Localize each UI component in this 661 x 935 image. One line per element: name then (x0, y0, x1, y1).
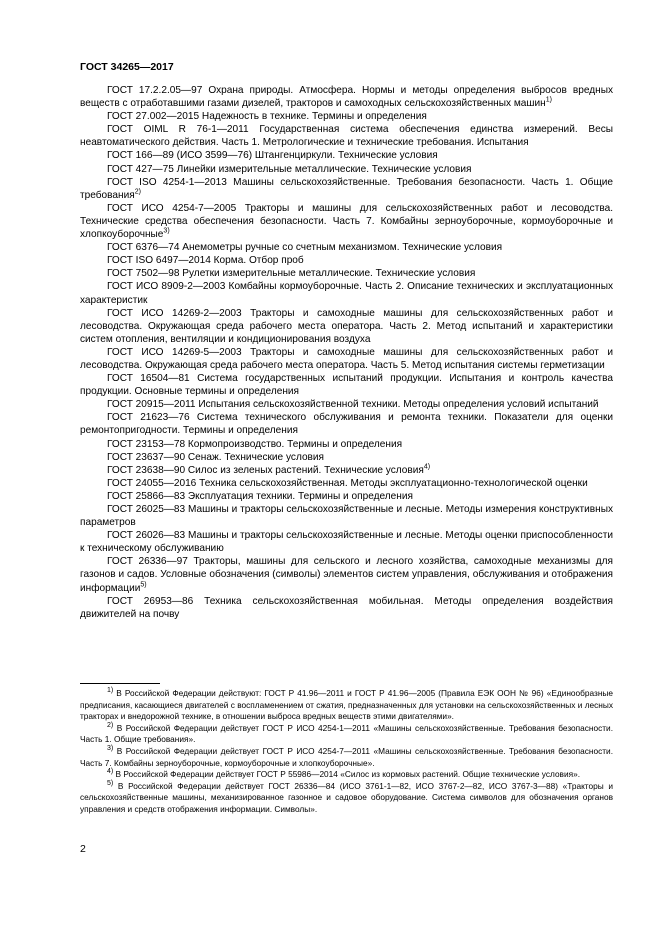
footnote-divider (80, 683, 160, 684)
footnote-marker[interactable]: 3) (163, 227, 170, 235)
reference-item: ГОСТ 21623—76 Система технического обслуживания и ремонта техники. Показатели для оценки ремонтопригодности. Термины и определения (80, 412, 613, 437)
footnote-mark: 2) (107, 722, 114, 730)
footnote-marker[interactable]: 4) (423, 463, 431, 471)
footnote-item: $^{3)}$ В Российской Федерации действует ГОСТ Р ИСО 4254-7—2011 «Машины сельскохозяйственные. Требования безопасности. Часть 7. Комбайны зерноуборочные, кормоуборочные и хлопкоуборочные». (80, 745, 613, 768)
reference-item: ГОСТ ISO 4254-1—2013 Машины сельскохозяйственные. Требования безопасности. Часть 1. Общие требования$^{2)}$ (80, 176, 613, 201)
footnote-item: $^{2)}$ В Российской Федерации действует ГОСТ Р ИСО 4254-1—2011 «Машины сельскохозяйственные. Требования безопасности. Часть 1. Общие требования». (80, 722, 613, 745)
reference-item: ГОСТ 166—89 (ИСО 3599—76) Штангенциркули. Технические условия (107, 150, 438, 162)
footnote-item: $^{4)}$ В Российской Федерации действует ГОСТ Р 55986—2014 «Силос из кормовых растений. Общие технические условия». (107, 768, 581, 780)
reference-item: ГОСТ 427—75 Линейки измерительные металлические. Технические условия (107, 163, 472, 175)
reference-item: ГОСТ 20915—2011 Испытания сельскохозяйственной техники. Методы определения условий испытаний (107, 399, 599, 411)
footnote-mark: 3) (107, 745, 114, 753)
reference-item: ГОСТ 26336—97 Тракторы, машины для сельского и лесного хозяйства, самоходные механизмы для газонов и садов. Условные обозначения (символы) элементов систем управления, обслуживания и отображения информации$^{5)}$ (80, 556, 613, 594)
page-number: 2 (80, 843, 86, 855)
reference-item: ГОСТ 7502—98 Рулетки измерительные металлические. Технические условия (107, 268, 476, 280)
reference-item: ГОСТ 26026—83 Машины и тракторы сельскохозяйственные и лесные. Методы оценки приспособленности к техническому обслуживанию (80, 530, 613, 555)
reference-item: ГОСТ 26025—83 Машины и тракторы сельскохозяйственные и лесные. Методы измерения конструктивных параметров (80, 504, 613, 529)
reference-item: ГОСТ 27.002—2015 Надежность в технике. Термины и определения (107, 111, 427, 123)
footnote-mark: 4) (107, 768, 114, 776)
footnotes (80, 688, 613, 816)
normative-references (80, 84, 613, 621)
footnote-marker[interactable]: 2) (134, 188, 141, 196)
reference-item: ГОСТ ISO 6497—2014 Корма. Отбор проб (107, 255, 304, 267)
footnote-marker[interactable]: 1) (545, 96, 552, 104)
document-header: ГОСТ 34265—2017 (80, 61, 174, 73)
footnote-marker[interactable]: 5) (140, 581, 147, 589)
reference-item: ГОСТ 25866—83 Эксплуатация техники. Термины и определения (107, 490, 413, 502)
footnote-mark: 1) (107, 687, 114, 695)
reference-item: ГОСТ 26953—86 Техника сельскохозяйственная мобильная. Методы определения воздействия движителей на почву (80, 595, 613, 620)
reference-item: ГОСТ 6376—74 Анемометры ручные со счетным механизмом. Технические условия (107, 242, 503, 254)
footnote-item: $^{5)}$ В Российской Федерации действует ГОСТ 26336—84 (ИСО 3761-1—82, ИСО 3767-2—82, ИСО 3767-3—88) «Тракторы и сельскохозяйственные машины, механизированное газонное и садовое оборудование. Система символов для обозначения органов управления и средств отображения информации. Символы». (80, 779, 613, 814)
reference-item: ГОСТ 23638—90 Силос из зеленых растений. Технические условия$^{4)}$ (107, 463, 431, 476)
footnote-mark: 5) (107, 779, 114, 787)
reference-item: ГОСТ OIML R 76-1—2011 Государственная система обеспечения единства измерений. Весы неавтоматического действия. Часть 1. Метрологические и технические требования. Испытания (80, 124, 613, 149)
reference-item: ГОСТ 24055—2016 Техника сельскохозяйственная. Методы эксплуатационно-технологической оценки (107, 477, 588, 489)
footnote-item: $^{1)}$ В Российской Федерации действуют: ГОСТ Р 41.96—2011 и ГОСТ Р 41.96—2005 (Правила ЕЭК ООН № 96) «Единообразные предписания, касающиеся двигателей с воспламенением от сжатия, предназначенных для установки на сельскохозяйственных и лесных тракторах и внедорожной технике, в отношении выброса вредных веществ этими двигателями». (80, 687, 613, 722)
reference-item: ГОСТ 17.2.2.05—97 Охрана природы. Атмосфера. Нормы и методы определения выбросов вредных веществ с отработавшими газами дизелей, тракторов и самоходных сельскохозяйственных машин$^{1)}$ (80, 85, 613, 110)
reference-item: ГОСТ 16504—81 Система государственных испытаний продукции. Испытания и контроль качества продукции. Основные термины и определения (80, 373, 613, 398)
reference-item: ГОСТ 23153—78 Кормопроизводство. Термины и определения (107, 438, 403, 450)
reference-item: ГОСТ ИСО 14269-5—2003 Тракторы и самоходные машины для сельскохозяйственных работ и лесоводства. Окружающая среда рабочего места оператора. Часть 5. Метод испытания системы герметизации (80, 346, 613, 371)
reference-item: ГОСТ 23637—90 Сенаж. Технические условия (107, 451, 325, 463)
reference-item: ГОСТ ИСО 8909-2—2003 Комбайны кормоуборочные. Часть 2. Описание технических и эксплуатационных характеристик (80, 281, 613, 306)
reference-item: ГОСТ ИСО 14269-2—2003 Тракторы и самоходные машины для сельскохозяйственных работ и лесоводства. Окружающая среда рабочего места оператора. Часть 2. Метод испытаний и характеристики систем отопления, вентиляции и кондиционирования воздуха (80, 307, 613, 345)
reference-item: ГОСТ ИСО 4254-7—2005 Тракторы и машины для сельскохозяйственных работ и лесоводства. Технические средства обеспечения безопасности. Часть 7. Комбайны зерноуборочные, кормоуборочные и хлопкоуборочные$^{3)}$ (80, 202, 613, 241)
